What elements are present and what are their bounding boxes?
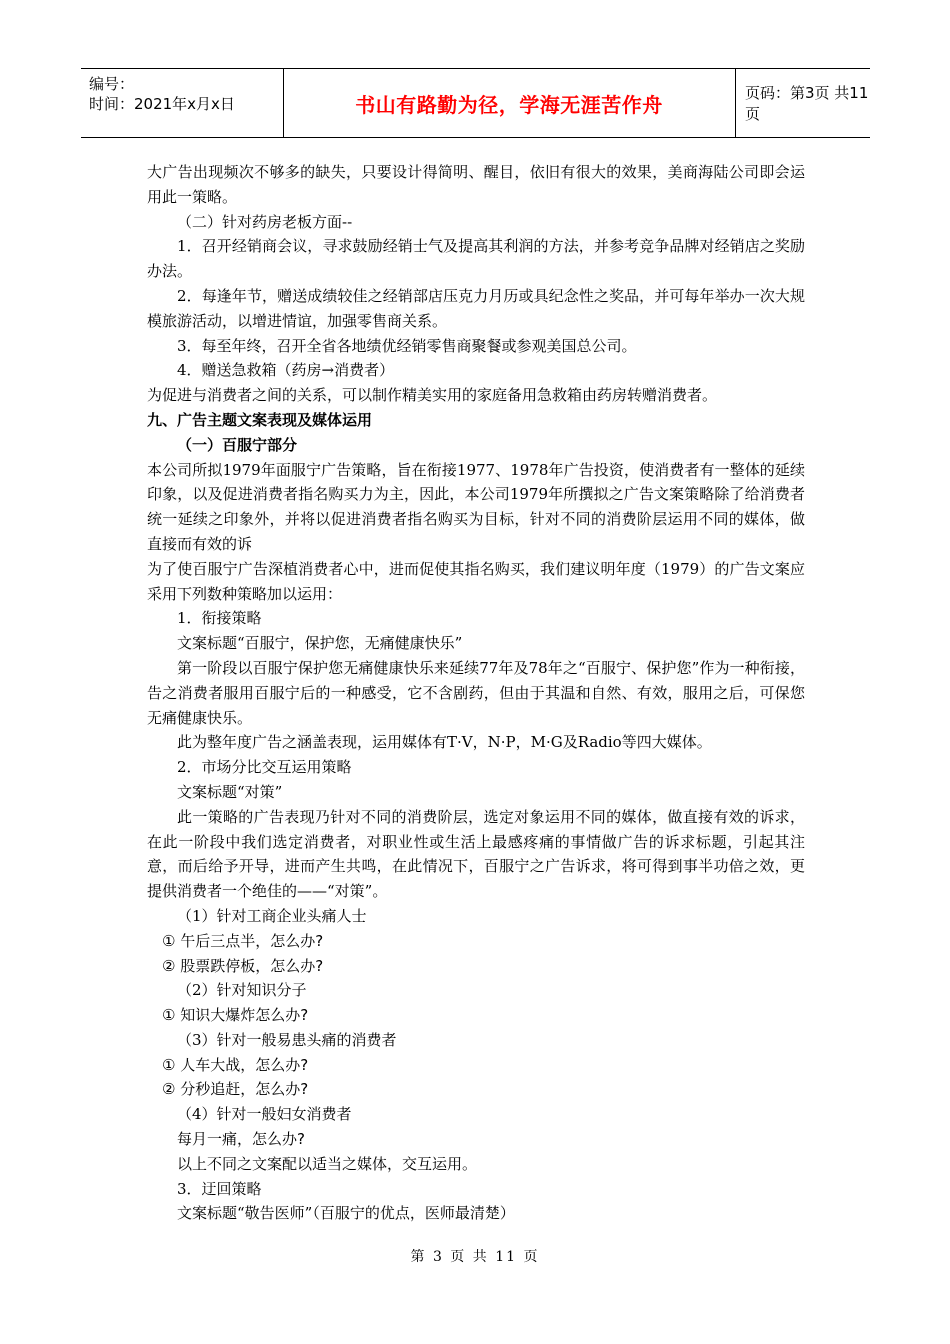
strategy-heading: 3．迂回策略 (177, 1179, 262, 1198)
header-meta-cell (81, 69, 284, 137)
list-heading: （1）针对工商企业头痛人士 (177, 906, 367, 925)
copy-title: 文案标题“敬告医师”（百服宁的优点，医师最清楚） (177, 1204, 515, 1223)
paragraph: 为促进与消费者之间的关系，可以制作精美实用的家庭备用急救箱由药房转赠消费者。 (147, 386, 718, 405)
document-date-label: 时间：2021年x月x日 (89, 95, 235, 113)
list-heading: （3）针对一般易患头痛的消费者 (177, 1030, 397, 1049)
paragraph: 大广告出现频次不够多的缺失，只要设计得简明、醒目，依旧有很大的效果，美商海陆公司即会运用此一策略。 (147, 163, 805, 206)
paragraph: 2．每逢年节，赠送成绩较佳之经销部店压克力月历或具纪念性之奖品，并可每年举办一次大规模旅游活动，以增进情谊，加强零售商关系。 (147, 286, 805, 330)
header-motto: 书山有路勤为径，学海无涯苦作舟 (355, 92, 663, 117)
paragraph: 以上不同之文案配以适当之媒体，交互运用。 (177, 1154, 478, 1173)
list-item: ② 分秒追赶，怎么办? (162, 1080, 309, 1099)
paragraph: 4．赠送急救箱（药房→消费者） (177, 361, 395, 380)
paragraph: 3．每至年终，召开全省各地绩优经销零售商聚餐或参观美国总公司。 (177, 336, 637, 355)
list-item: 每月一痛，怎么办? (177, 1130, 305, 1149)
page-header (81, 68, 870, 138)
header-motto-cell (283, 69, 736, 137)
chapter-heading: 九、广告主题文案表现及媒体运用 (147, 410, 373, 429)
paragraph: 为了使百服宁广告深植消费者心中，进而促使其指名购买，我们建议明年度（1979）的广告文案应采用下列数种策略加以运用： (147, 559, 805, 603)
section-heading: （一）百服宁部分 (177, 435, 298, 454)
paragraph: 本公司所拟1979年面服宁广告策略，旨在衔接1977、1978年广告投资，使消费者有一整体的延续印象，以及促进消费者指名购买力为主，因此，本公司1979年所撰拟之广告文案策略除了给消费者统一延续之印象外，并将以促进消费者指名购买为目标，针对不同的消费阶层运用不同的媒体，做直接而有效的诉 (147, 460, 805, 553)
header-page-cell (735, 69, 870, 137)
header-page-info: 页码：第3页 共11页 (745, 84, 869, 123)
document-number-label: 编号： (89, 75, 135, 93)
strategy-heading: 1．衔接策略 (177, 609, 262, 628)
document-body (147, 160, 805, 1226)
paragraph: 1．召开经销商会议，寻求鼓励经销士气及提高其利润的方法，并参考竞争品牌对经销店之奖励办法。 (147, 237, 805, 281)
list-item: ② 股票跌停板，怎么办? (162, 956, 324, 975)
list-heading: （4）针对一般妇女消费者 (177, 1105, 352, 1124)
paragraph: 此一策略的广告表现乃针对不同的消费阶层，选定对象运用不同的媒体，做直接有效的诉求，在此一阶段中我们选定消费者，对职业性或生活上最感疼痛的事情做广告的诉求标题，引起其注意，而后给予开导，进而产生共鸣，在此情况下，百服宁之广告诉求，将可得到事半功倍之效，更提供消费者一个绝佳的——“对策”。 (147, 807, 805, 901)
list-item: ① 人车大战，怎么办? (162, 1055, 309, 1074)
list-item: ① 午后三点半，怎么办? (162, 931, 324, 950)
list-heading: （2）针对知识分子 (177, 981, 307, 1000)
copy-title: 文案标题“百服宁，保护您，无痛健康快乐” (177, 634, 463, 653)
paragraph: 第一阶段以百服宁保护您无痛健康快乐来延续77年及78年之“百服宁、保护您”作为一种衔接，告之消费者服用百服宁后的一种感受，它不含剧药，但由于其温和自然、有效，服用之后，可保您无痛健康快乐。 (147, 658, 805, 727)
list-item: ① 知识大爆炸怎么办? (162, 1006, 309, 1025)
paragraph: 此为整年度广告之涵盖表现，运用媒体有T·V，N·P，M·G及Radio等四大媒体。 (177, 733, 712, 752)
strategy-heading: 2．市场分比交互运用策略 (177, 758, 352, 777)
copy-title: 文案标题“对策” (177, 782, 283, 801)
section-heading: （二）针对药房老板方面-- (177, 212, 353, 231)
page-footer: 第 3 页 共 11 页 (410, 1249, 540, 1265)
